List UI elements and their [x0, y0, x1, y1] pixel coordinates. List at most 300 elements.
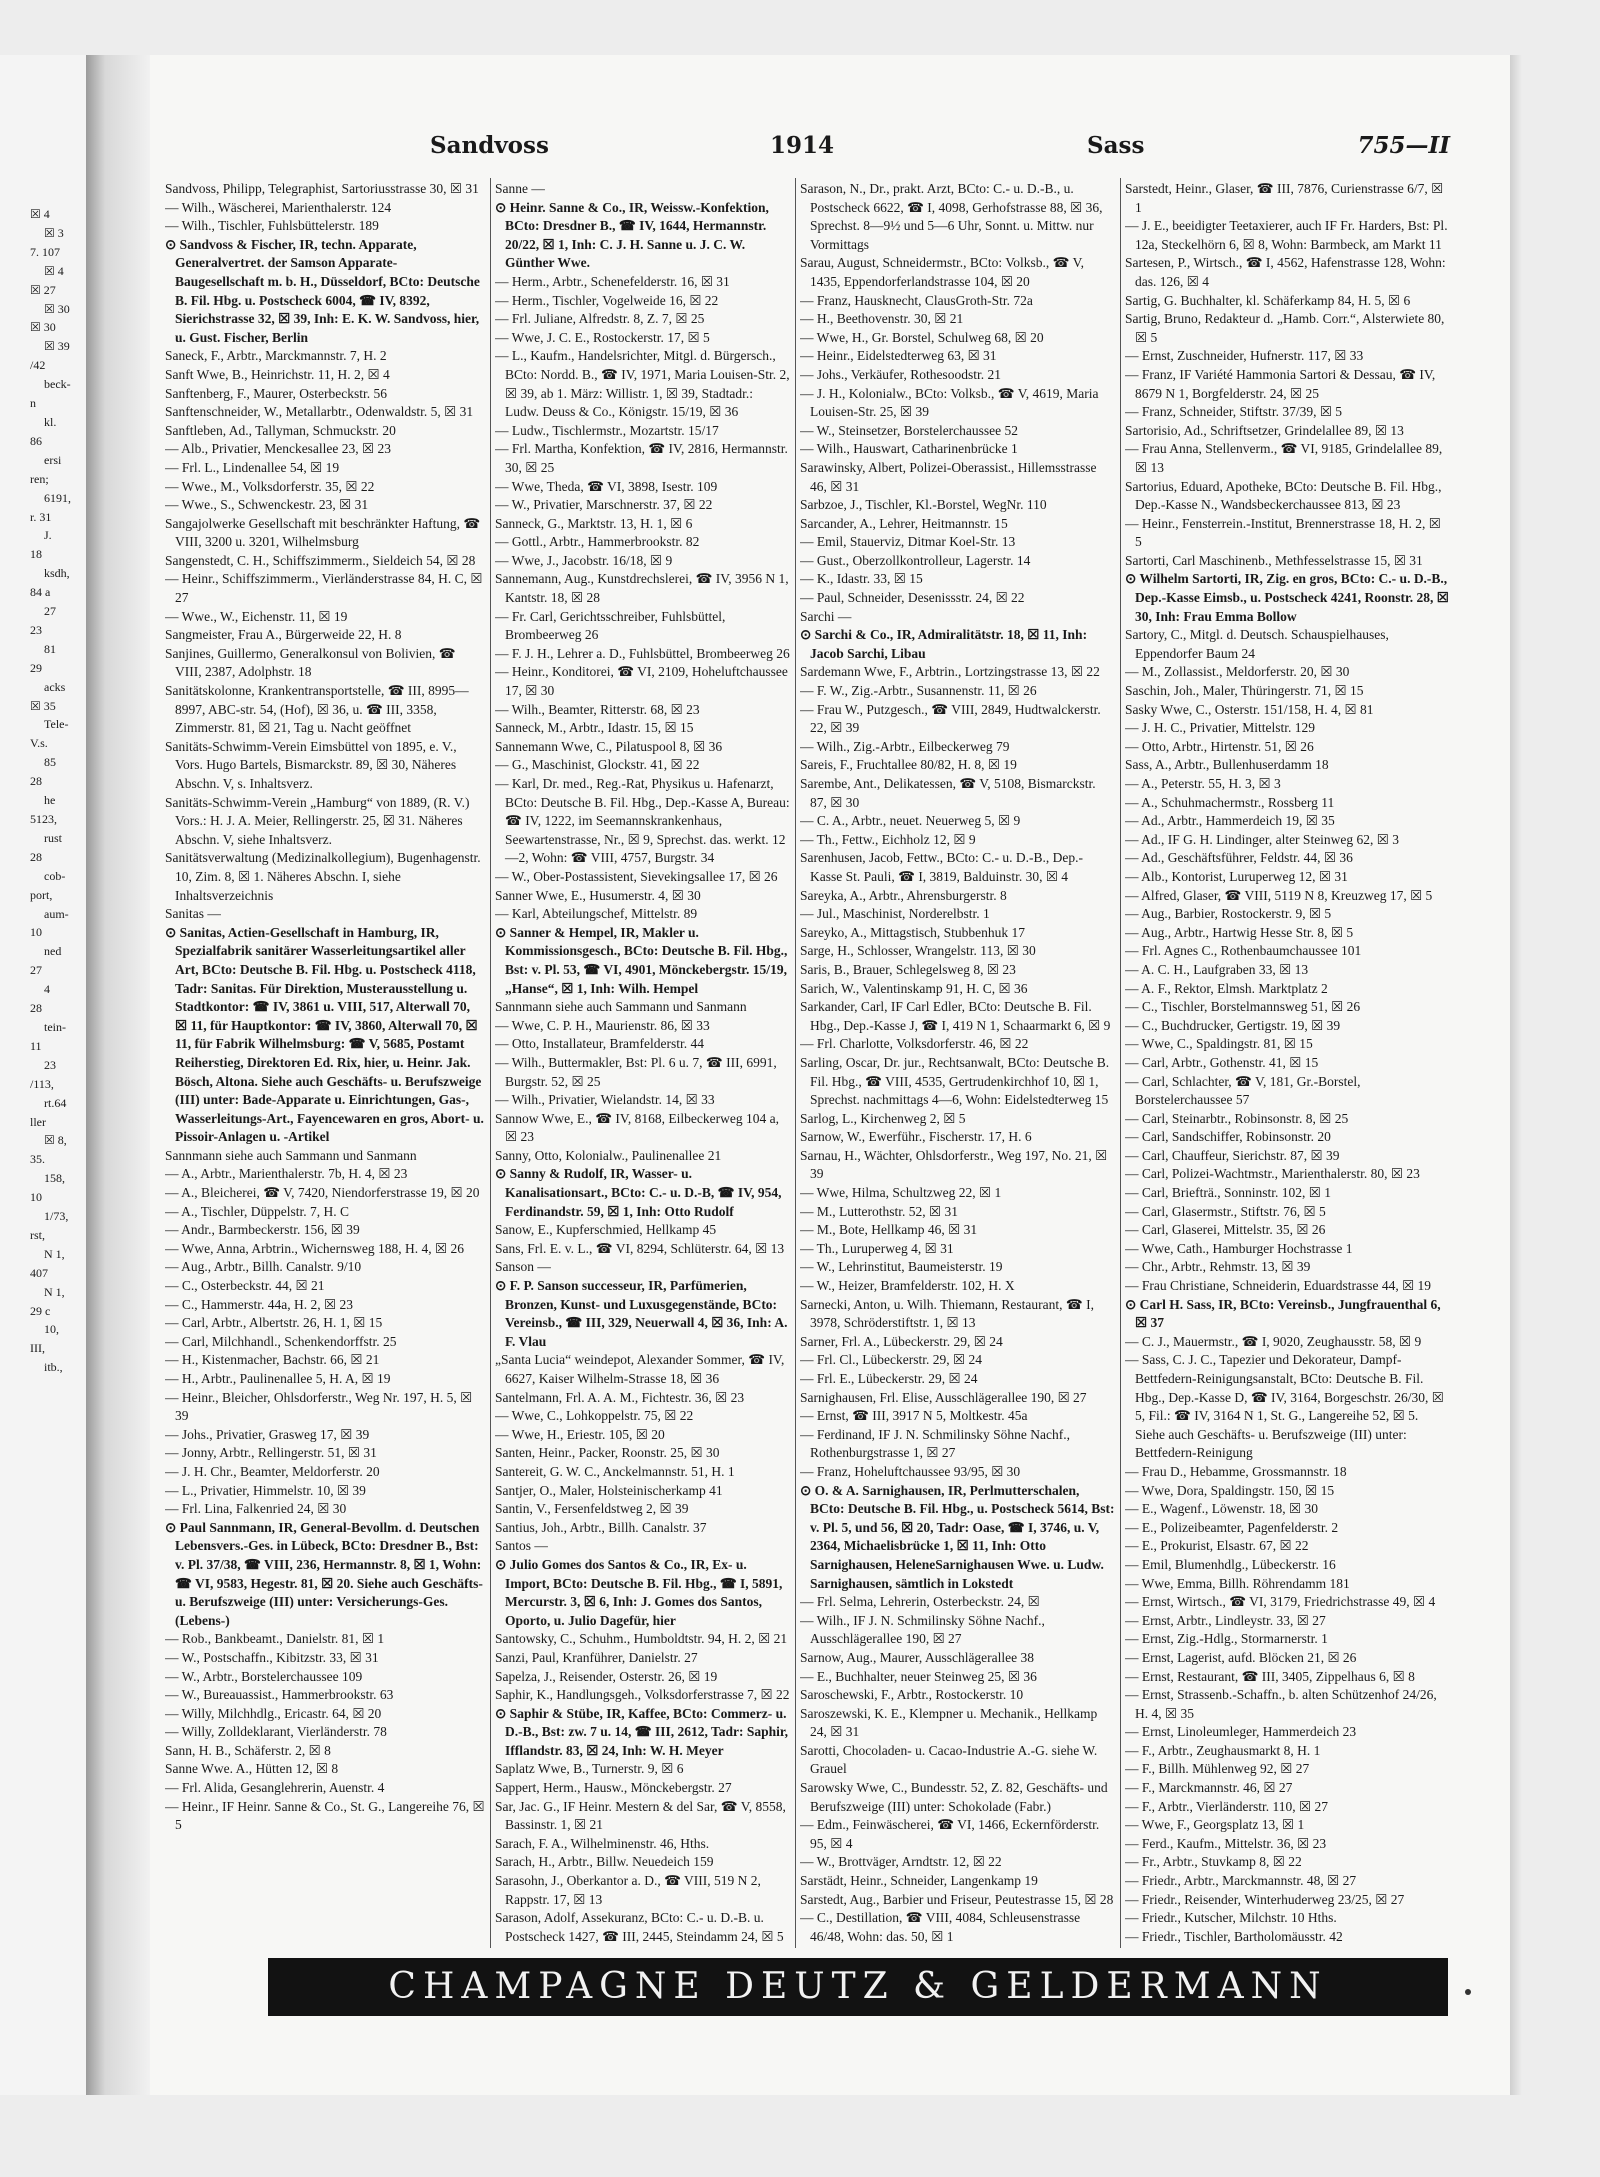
directory-entry: — F., Arbtr., Zeughausmarkt 8, H. 1 — [1125, 1742, 1321, 1758]
margin-fragment: ned — [44, 944, 62, 959]
directory-entry: — Th., Luruperweg 4, ☒ 31 — [800, 1240, 954, 1256]
directory-entry: — M., Bote, Hellkamp 46, ☒ 31 — [800, 1222, 978, 1238]
directory-entry: — Frl. Martha, Konfektion, ☎ IV, 2816, Hermannstr. 30, ☒ 25 — [495, 441, 788, 475]
directory-entry: — Frl. L., Lindenallee 54, ☒ 19 — [165, 459, 340, 475]
directory-entry: — Alb., Kontorist, Luruperweg 12, ☒ 31 — [1125, 868, 1348, 884]
directory-entry: — Ad., IF G. H. Lindinger, alter Steinweg 62, ☒ 3 — [1125, 831, 1400, 847]
margin-fragment: Tele- — [44, 717, 69, 732]
directory-entry: — Heinr., Schiffszimmerm., Vierländerstrasse 84, H. C, ☒ 27 — [165, 571, 483, 606]
directory-entry: — Frl. Agnes C., Rothenbaumchaussee 101 — [1125, 943, 1362, 959]
margin-fragment: ☒ 3 — [44, 225, 64, 240]
directory-entry: — Carl, Arbtr., Gothenstr. 41, ☒ 15 — [1125, 1054, 1319, 1070]
directory-entry: Sarembe, Ant., Delikatessen, ☎ V, 5108, Bismarckstr. 87, ☒ 30 — [800, 776, 1096, 810]
margin-fragment: 7. 107 — [30, 244, 60, 259]
directory-entry: Sareyka, A., Arbtr., Ahrensburgerstr. 8 — [800, 887, 1007, 903]
directory-entry: Sanneck, M., Arbtr., Idastr. 15, ☒ 15 — [495, 720, 694, 736]
directory-entry: Santjer, O., Maler, Holsteinischerkamp 41 — [495, 1482, 723, 1498]
directory-entry: — Frau W., Putzgesch., ☎ VIII, 2849, Hudtwalckerstr. 22, ☒ 39 — [800, 701, 1101, 736]
margin-fragment: n — [30, 396, 36, 411]
margin-fragment: tein- — [44, 1019, 66, 1034]
margin-fragment: ☒ 4 — [30, 207, 50, 221]
directory-entry: — A., Schuhmachermstr., Rossberg 11 — [1125, 794, 1335, 810]
directory-entry: — Wilh., Zig.-Arbtr., Eilbeckerweg 79 — [800, 738, 1010, 754]
directory-entry: Sannmann siehe auch Sammann und Sanmann — [495, 999, 747, 1015]
margin-fragment: 407 — [30, 1265, 48, 1280]
directory-entry: — Wwe, Anna, Arbtrin., Wichernsweg 188, H. 4, ☒ 26 — [165, 1240, 465, 1256]
directory-entry: Sarowsky Wwe, C., Bundesstr. 52, Z. 82, Geschäfts- und Berufszweige (III) unter: Schokolade (Fabr.) — [800, 1780, 1108, 1814]
directory-entry: — Wilh., Buttermakler, Bst: Pl. 6 u. 7, ☎ III, 6991, Burgstr. 52, ☒ 25 — [495, 1054, 777, 1089]
directory-column-2 — [495, 180, 790, 1945]
directory-entry: — E., Prokurist, Elsastr. 67, ☒ 22 — [1125, 1538, 1309, 1554]
directory-entry: — Wilh., IF J. N. Schmilinsky Söhne Nachf., Ausschlägerallee 190, ☒ 27 — [800, 1612, 1045, 1647]
directory-entry: Sarstedt, Aug., Barbier und Friseur, Peutestrasse 15, ☒ 28 — [800, 1891, 1114, 1907]
directory-entry: Saschin, Joh., Maler, Thüringerstr. 71, ☒ 15 — [1125, 683, 1364, 699]
directory-entry: Sarasohn, J., Oberkantor a. D., ☎ VIII, 519 N 2, Rappstr. 17, ☒ 13 — [495, 1873, 761, 1907]
directory-entry: Sarach, F. A., Wilhelminenstr. 46, Hths. — [495, 1835, 710, 1851]
previous-page-edge — [0, 55, 87, 2095]
directory-entry: Sandvoss, Philipp, Telegraphist, Sartoriusstrasse 30, ☒ 31 — [165, 181, 479, 196]
directory-entry: Sartesen, P., Wirtsch., ☎ I, 4562, Hafenstrasse 128, Wohn: das. 126, ☒ 4 — [1125, 255, 1446, 289]
directory-entry: — J. H. Chr., Beamter, Meldorferstr. 20 — [165, 1463, 380, 1479]
directory-entry: — Fr. Carl, Gerichtsschreiber, Fuhlsbüttel, Brombeerweg 26 — [495, 608, 726, 643]
directory-entry: — Wwe, F., Georgsplatz 13, ☒ 1 — [1125, 1817, 1305, 1833]
directory-entry: Sannemann Wwe, C., Pilatuspool 8, ☒ 36 — [495, 738, 723, 754]
directory-column-3 — [800, 180, 1115, 1945]
directory-entry: Santin, V., Fersenfeldstweg 2, ☒ 39 — [495, 1501, 689, 1517]
directory-entry: — Wwe, J., Jacobstr. 16/18, ☒ 9 — [495, 552, 673, 568]
directory-entry: — Jonny, Arbtr., Rellingerstr. 51, ☒ 31 — [165, 1445, 377, 1461]
directory-entry: — W., Ober-Postassistent, Sievekingsallee 17, ☒ 26 — [495, 868, 778, 884]
directory-entry: — Gust., Oberzollkontrolleur, Lagerstr. 14 — [800, 552, 1031, 568]
directory-entry: Sanftleben, Ad., Tallyman, Schmuckstr. 20 — [165, 422, 396, 438]
directory-entry: — Ad., Geschäftsführer, Feldstr. 44, ☒ 36 — [1125, 850, 1353, 866]
directory-entry: — C., Osterbeckstr. 44, ☒ 21 — [165, 1278, 325, 1294]
directory-entry: — Frl. Juliane, Alfredstr. 8, Z. 7, ☒ 25 — [495, 311, 705, 327]
directory-entry: Sanne — — [495, 181, 545, 196]
directory-entry: — Carl, Steinarbtr., Robinsonstr. 8, ☒ 25 — [1125, 1110, 1349, 1126]
directory-entry: — Th., Fettw., Eichholz 12, ☒ 9 — [800, 831, 976, 847]
margin-fragment: acks — [44, 679, 66, 694]
directory-entry: — Franz, IF Variété Hammonia Sartori & Dessau, ☎ IV, 8679 N 1, Borgfelderstr. 24, ☒ 25 — [1125, 366, 1436, 401]
directory-entry: — Emil, Blumenhdlg., Lübeckerstr. 16 — [1125, 1556, 1336, 1572]
directory-entry: Sannow Wwe, E., ☎ IV, 8168, Eilbeckerweg 104 a, ☒ 23 — [495, 1110, 780, 1145]
directory-entry: Sanneck, G., Marktstr. 13, H. 1, ☒ 6 — [495, 515, 693, 531]
margin-fragment: V.s. — [30, 736, 48, 751]
margin-fragment: 35. — [30, 1152, 45, 1167]
directory-entry: — Sass, C. J. C., Tapezier und Dekorateur, Dampf-Bettfedern-Reinigungsanstalt, BCto: Deutsche B. Fil. Hbg., Dep.-Kasse D, ☎ IV, 3164, Borgeschstr. 26/30, ☒ 5, Fil.: ☎ IV, 3164 N 1, St. G., Langereihe 52, ☒ 5. Siehe auch Geschäfts- u. Berufszweige (III) unter: Bettfedern-Reinigung — [1125, 1352, 1444, 1461]
margin-fragment: 23 — [44, 1057, 56, 1072]
directory-entry: — Carl, Arbtr., Albertstr. 26, H. 1, ☒ 15 — [165, 1315, 383, 1331]
directory-entry: Sarnow, W., Ewerführ., Fischerstr. 17, H. 6 — [800, 1129, 1032, 1145]
directory-entry: — W., Bureauassist., Hammerbrookstr. 63 — [165, 1687, 394, 1703]
margin-fragment: ersi — [44, 452, 62, 467]
margin-fragment: 4 — [44, 982, 50, 997]
directory-entry: — Heinr., Konditorei, ☎ VI, 2109, Hoheluftchaussee 17, ☒ 30 — [495, 664, 788, 699]
directory-entry: Sarstädt, Heinr., Schneider, Langenkamp 19 — [800, 1873, 1038, 1889]
header-page-number: 755—II — [1357, 132, 1450, 159]
directory-entry: — Karl, Abteilungschef, Mittelstr. 89 — [495, 906, 698, 922]
margin-fragment: ☒ 8, — [44, 1133, 67, 1148]
margin-fragment: 23 — [30, 622, 42, 637]
directory-entry: Sarbzoe, J., Tischler, Kl.-Borstel, WegNr. 110 — [800, 497, 1047, 513]
margin-fragment: 85 — [44, 755, 56, 770]
directory-entry: — C., Destillation, ☎ VIII, 4084, Schleusenstrasse 46/48, Wohn: das. 50, ☒ 1 — [800, 1910, 1081, 1944]
directory-entry: — W., Lehrinstitut, Baumeisterstr. 19 — [800, 1259, 1003, 1275]
directory-entry: Sarnighausen, Frl. Elise, Ausschlägerallee 190, ☒ 27 — [800, 1389, 1087, 1405]
directory-entry: — Heinr., Fensterrein.-Institut, Brennerstrasse 18, H. 2, ☒ 5 — [1125, 515, 1441, 550]
margin-fragment: ☒ 27 — [30, 282, 56, 297]
margin-fragment: he — [44, 793, 56, 808]
directory-entry: — L., Privatier, Himmelstr. 10, ☒ 39 — [165, 1482, 366, 1498]
directory-entry: — Wwe., M., Volksdorferstr. 35, ☒ 22 — [165, 478, 375, 494]
margin-fragment: beck- — [44, 377, 71, 392]
directory-entry: — Wwe, C. P. H., Maurienstr. 86, ☒ 33 — [495, 1017, 710, 1033]
directory-entry: — Ferdinand, IF J. N. Schmilinsky Söhne Nachf., Rothenburgstrasse 1, ☒ 27 — [800, 1426, 1070, 1461]
directory-entry: — H., Kistenmacher, Bachstr. 66, ☒ 21 — [165, 1352, 380, 1368]
directory-entry: Sanitätsverwaltung (Medizinalkollegium), Bugenhagenstr. 10, Zim. 8, ☒ 1. Näheres Abschn. I, siehe Inhaltsverzeichnis — [165, 850, 481, 903]
margin-fragment: ren; — [30, 471, 49, 486]
margin-fragment: rust — [44, 830, 62, 845]
directory-entry: ⊙ Wilhelm Sartorti, IR, Zig. en gros, BCto: C.- u. D.-B., Dep.-Kasse Eimsb., u. Postscheck 4241, Roonstr. 28, ☒ 30, Inh: Frau Emma Bollow — [1125, 571, 1449, 624]
directory-entry: — Friedr., Tischler, Bartholomäusstr. 42 — [1125, 1928, 1343, 1944]
directory-entry: — H., Arbtr., Paulinenallee 5, H. A, ☒ 19 — [165, 1371, 391, 1386]
directory-entry: — Carl, Glaserei, Mittelstr. 35, ☒ 26 — [1125, 1222, 1326, 1238]
directory-entry: Santius, Joh., Arbtr., Billh. Canalstr. 37 — [495, 1519, 707, 1535]
directory-entry: — Wwe, J. C. E., Rostockerstr. 17, ☒ 5 — [495, 329, 710, 345]
directory-entry: — Rob., Bankbeamt., Danielstr. 81, ☒ 1 — [165, 1631, 385, 1647]
directory-entry: Saplatz Wwe, B., Turnerstr. 9, ☒ 6 — [495, 1761, 684, 1777]
directory-entry: — Johs., Verkäufer, Rothesoodstr. 21 — [800, 366, 1001, 382]
directory-entry: — Alfred, Glaser, ☎ VIII, 5119 N 8, Kreuzweg 17, ☒ 5 — [1125, 887, 1433, 903]
directory-entry: — W., Heizer, Bramfelderstr. 102, H. X — [800, 1278, 1015, 1294]
directory-entry: — Carl, Milchhandl., Schenkendorffstr. 25 — [165, 1333, 397, 1349]
margin-fragment: port, — [30, 887, 53, 902]
directory-entry: Sartorisio, Ad., Schriftsetzer, Grindelallee 89, ☒ 13 — [1125, 422, 1404, 438]
directory-entry: — W., Privatier, Marschnerstr. 37, ☒ 22 — [495, 497, 713, 513]
directory-entry: Sarnow, Aug., Maurer, Ausschlägerallee 38 — [800, 1649, 1035, 1665]
directory-entry: Sanitas — — [165, 906, 221, 922]
directory-entry: — W., Steinsetzer, Borstelerchaussee 52 — [800, 422, 1019, 438]
directory-entry: Sardemann Wwe, F., Arbtrin., Lortzingstrasse 13, ☒ 22 — [800, 664, 1100, 680]
directory-entry: Sangenstedt, C. H., Schiffszimmerm., Sieldeich 54, ☒ 28 — [165, 552, 476, 568]
directory-entry: — Andr., Barmbeckerstr. 156, ☒ 39 — [165, 1222, 360, 1238]
margin-fragment: 5123, — [30, 812, 57, 826]
directory-entry: — Carl, Chauffeur, Sierichstr. 87, ☒ 39 — [1125, 1147, 1340, 1163]
directory-entry: — Wilh., Beamter, Ritterstr. 68, ☒ 23 — [495, 701, 700, 717]
directory-entry: — Edm., Feinwäscherei, ☎ VI, 1466, Eckernförderstr. 95, ☒ 4 — [800, 1817, 1100, 1851]
column-rule — [1120, 178, 1121, 1948]
directory-entry: — Franz, Hausknecht, ClausGroth-Str. 72a — [800, 292, 1033, 308]
margin-fragment: 28 — [30, 1001, 42, 1016]
margin-fragment: /42 — [30, 358, 46, 373]
directory-entry: — Otto, Installateur, Bramfelderstr. 44 — [495, 1036, 705, 1052]
directory-entry: ⊙ Sanitas, Actien-Gesellschaft in Hamburg, IR, Spezialfabrik sanitärer Wasserleitungsartikel aller Art, BCto: Deutsche B. Fil. Hbg. u. Postscheck 4118, Tadr: Sanitas. Für Direktion, Musterausstellung u. Stadtkontor: ☎ IV, 3861 u. VIII, 517, Alterwall 70, ☒ 11, für Hauptkontor: ☎ IV, 3860, Alterwall 70, ☒ 11, für Fabrik Wilhelmsburg: ☎ V, 5685, Postamt Reiherstieg, Direktoren Ed. Rix, hier, u. Heinr. Jak. Bösch, Altona. Siehe auch Geschäfts- u. Berufszweige (III) unter: Bade-Apparate u. Einrichtungen, Gas-, Wasserleitungs-Art., Fayencewaren en gros, Abort- u. Pissoir-Anlagen u. -Artikel — [165, 924, 484, 1145]
directory-entry: — Willy, Zolldeklarant, Vierländerstr. 78 — [165, 1724, 387, 1740]
directory-entry: — Gottl., Arbtr., Hammerbrookstr. 82 — [495, 534, 700, 550]
directory-entry: Sanne Wwe. A., Hütten 12, ☒ 8 — [165, 1761, 339, 1777]
margin-fragment: 6191, — [44, 490, 71, 505]
header-right-word: Sass — [1087, 132, 1145, 159]
margin-fragment: 10, — [44, 1322, 59, 1337]
directory-entry: — Otto, Arbtr., Hirtenstr. 51, ☒ 26 — [1125, 738, 1314, 754]
directory-entry: ⊙ Sarchi & Co., IR, Admiralitätstr. 18, ☒ 11, Inh: Jacob Sarchi, Libau — [800, 627, 1088, 661]
margin-fragment: itb., — [44, 1360, 63, 1375]
directory-entry: — H., Beethovenstr. 30, ☒ 21 — [800, 311, 964, 327]
page-header — [260, 132, 1450, 168]
directory-entry: — Aug., Arbtr., Billh. Canalstr. 9/10 — [165, 1259, 362, 1275]
directory-entry: — F., Marckmannstr. 46, ☒ 27 — [1125, 1780, 1293, 1796]
directory-entry: Sarnau, H., Wächter, Ohlsdorferstr., Weg 197, No. 21, ☒ 39 — [800, 1147, 1108, 1182]
margin-fragment: 29 c — [30, 1303, 51, 1318]
directory-entry: — Frau D., Hebamme, Grossmannstr. 18 — [1125, 1463, 1347, 1479]
directory-entry: — Wilh., Hauswart, Catharinenbrücke 1 — [800, 441, 1018, 457]
directory-entry: — Wwe., S., Schwenckestr. 23, ☒ 31 — [165, 497, 369, 513]
directory-entry: — Ad., Arbtr., Hammerdeich 19, ☒ 35 — [1125, 813, 1335, 829]
directory-entry: — Carl, Glasermstr., Stiftstr. 76, ☒ 5 — [1125, 1203, 1326, 1219]
directory-entry: Sartorius, Eduard, Apotheke, BCto: Deutsche B. Fil. Hbg., Dep.-Kasse N., Wandsbeckerchaussee 813, ☒ 23 — [1125, 478, 1442, 513]
directory-entry: — Wwe, Cath., Hamburger Hochstrasse 1 — [1125, 1240, 1353, 1256]
margin-fragment: ☒ 39 — [44, 339, 70, 354]
directory-entry: ⊙ Sanner & Hempel, IR, Makler u. Kommissionsgesch., BCto: Deutsche B. Fil. Hbg., Bst: v. Pl. 53, ☎ VI, 4901, Mönckebergstr. 15/19, „Hanse“, ☒ 1, Inh: Wilh. Hempel — [495, 924, 788, 996]
directory-entry: Saris, B., Brauer, Schlegelsweg 8, ☒ 23 — [800, 961, 1016, 977]
directory-entry: — Karl, Dr. med., Reg.-Rat, Physikus u. Hafenarzt, BCto: Deutsche B. Fil. Hbg., Dep.-Kasse A, Bureau: ☎ IV, 1222, im Seemannskrankenhaus, Seewartenstrasse, Nr., ☒ 9, Sprechst. das. werkt. 12—2, Wohn: ☎ VIII, 4757, Burgstr. 34 — [495, 776, 790, 866]
directory-entry: — Friedr., Kutscher, Milchstr. 10 Hths. — [1125, 1910, 1337, 1926]
directory-entry: — Wwe, Hilma, Schultzweg 22, ☒ 1 — [800, 1185, 1002, 1201]
directory-entry: Sarawinsky, Albert, Polizei-Oberassist., Hillemsstrasse 46, ☒ 31 — [800, 459, 1097, 494]
margin-fragment: rt.64 — [44, 1095, 67, 1110]
directory-entry: — Frl. Lina, Falkenried 24, ☒ 30 — [165, 1501, 347, 1517]
directory-entry: — W., Postschaffn., Kibitzstr. 33, ☒ 31 — [165, 1649, 379, 1665]
directory-entry: Sanny, Otto, Kolonialw., Paulinenallee 21 — [495, 1147, 722, 1163]
margin-fragment: III, — [30, 1341, 45, 1356]
directory-entry: Sar, Jac. G., IF Heinr. Mestern & del Sar, ☎ V, 8558, Bassinstr. 1, ☒ 21 — [495, 1798, 786, 1833]
directory-entry: Sanftenschneider, W., Metallarbtr., Odenwaldstr. 5, ☒ 31 — [165, 404, 474, 420]
directory-entry: Santos — — [495, 1538, 548, 1554]
directory-entry: — Frl. E., Lübeckerstr. 29, ☒ 24 — [800, 1371, 978, 1386]
margin-fragment: ☒ 30 — [30, 320, 56, 335]
directory-entry: Sangmeister, Frau A., Bürgerweide 22, H. 8 — [165, 627, 402, 643]
directory-entry: Santereit, G. W. C., Anckelmannstr. 51, H. 1 — [495, 1463, 735, 1479]
directory-entry: ⊙ Paul Sannmann, IR, General-Bevollm. d. Deutschen Lebensvers.-Ges. in Lübeck, BCto: Dresdner B., Bst: v. Pl. 37/38, ☎ VIII, 236, Hermannstr. 8, ☒ 1, Wohn: ☎ VI, 9583, Hegestr. 81, ☒ 20. Siehe auch Geschäfts- u. Berufszweige (III) unter: Versicherungs-Ges. (Lebens-) — [165, 1519, 483, 1628]
directory-entry: Sartig, Bruno, Redakteur d. „Hamb. Corr.“, Alsterwiete 80, ☒ 5 — [1125, 311, 1445, 345]
directory-entry: — Ernst, Zig.-Hdlg., Stormarnerstr. 1 — [1125, 1631, 1328, 1647]
margin-fragment: 29 — [30, 660, 42, 675]
margin-fragment: N 1, — [44, 1246, 65, 1261]
column-rule — [490, 178, 491, 1948]
margin-fragment: 158, — [44, 1171, 65, 1186]
directory-entry: — Wwe., W., Eichenstr. 11, ☒ 19 — [165, 608, 348, 624]
page-edge-shadow — [1510, 55, 1522, 2095]
directory-entry: — C. J., Mauermstr., ☎ I, 9020, Zeughausstr. 58, ☒ 9 — [1125, 1333, 1422, 1349]
directory-entry: Sarenhusen, Jacob, Fettw., BCto: C.- u. D.-B., Dep.-Kasse St. Pauli, ☎ I, 3819, Balduinstr. 30, ☒ 4 — [800, 850, 1083, 884]
directory-entry: — C., Hammerstr. 44a, H. 2, ☒ 23 — [165, 1296, 353, 1312]
directory-entry: — J. E., beeidigter Teetaxierer, auch IF Fr. Harders, Bst: Pl. 12a, Steckelhörn 6, ☒ 8, Wohn: Barmbeck, am Markt 11 — [1125, 218, 1448, 252]
directory-entry: — Aug., Barbier, Rostockerstr. 9, ☒ 5 — [1125, 906, 1332, 922]
directory-entry: — Frau Anna, Stellenverm., ☎ VI, 9185, Grindelallee 89, ☒ 13 — [1125, 441, 1443, 475]
directory-entry: — A., Arbtr., Marienthalerstr. 7b, H. 4, ☒ 23 — [165, 1166, 408, 1182]
directory-entry: Sarason, Adolf, Assekuranz, BCto: C.- u. D.-B. u. Postscheck 1427, ☎ III, 2445, Steindamm 24, ☒ 5 — [495, 1910, 784, 1944]
directory-entry: — M., Zollassist., Meldorferstr. 20, ☒ 30 — [1125, 664, 1350, 680]
directory-entry: — Wwe, Theda, ☎ VI, 3898, Isestr. 109 — [495, 478, 718, 494]
margin-fragment: /113, — [30, 1076, 54, 1091]
directory-entry: Sarkander, Carl, IF Carl Edler, BCto: Deutsche B. Fil. Hbg., Dep.-Kasse J, ☎ I, 419 N 1, Schaarmarkt 6, ☒ 9 — [800, 999, 1111, 1033]
directory-entry: Sarotti, Chocoladen- u. Cacao-Industrie A.-G. siehe W. Grauel — [800, 1742, 1098, 1777]
directory-entry: — Wilh., Privatier, Wielandstr. 14, ☒ 33 — [495, 1092, 715, 1108]
directory-entry: Sapelza, J., Reisender, Osterstr. 26, ☒ 19 — [495, 1668, 718, 1684]
directory-entry: Sarstedt, Heinr., Glaser, ☎ III, 7876, Curienstrasse 6/7, ☒ 1 — [1125, 181, 1444, 215]
margin-fragment: 1/73, — [44, 1209, 69, 1224]
directory-entry: ⊙ O. & A. Sarnighausen, IR, Perlmutterschalen, BCto: Deutsche B. Fil. Hbg., u. Postscheck 5614, Bst: v. Pl. 5, und 56, ☒ 20, Tadr: Oase, ☎ I, 3746, u. V, 2364, Michaelisbrücke 1, ☒ 11, Inh: Otto Sarnighausen, HeleneSarnighausen Wwe. u. Ludw. Sarnighausen, sämtlich in Lokstedt — [800, 1482, 1115, 1591]
margin-fragment: 27 — [44, 604, 56, 619]
directory-entry: — Frau Christiane, Schneiderin, Eduardstrasse 44, ☒ 19 — [1125, 1278, 1432, 1294]
directory-entry: — L., Kaufm., Handelsrichter, Mitgl. d. Bürgersch., BCto: Nordd. B., ☎ IV, 1971, Maria Louisen-Str. 2, ☒ 39, ab 1. März: Willistr. 1, ☒ 39, Stadtadr.: Ludw. Deuss & Co., Königstr. 15/19, ☒ 36 — [495, 348, 790, 420]
directory-entry: — Ferd., Kaufm., Mittelstr. 36, ☒ 23 — [1125, 1835, 1327, 1851]
directory-entry: — Ernst, Lagerist, aufd. Blöcken 21, ☒ 26 — [1125, 1649, 1357, 1665]
directory-entry: — Wwe, H., Gr. Borstel, Schulweg 68, ☒ 20 — [800, 329, 1044, 345]
directory-entry: Santen, Heinr., Packer, Roonstr. 25, ☒ 30 — [495, 1445, 720, 1461]
directory-entry: Sanitäts-Schwimm-Verein „Hamburg“ von 1889, (R. V.) Vors.: H. J. A. Meier, Rellingerstr. 25, ☒ 31. Näheres Abschn. V, siehe Inhaltsverz. — [165, 794, 470, 847]
column-rule — [795, 178, 796, 1948]
directory-entry: Sans, Frl. E. v. L., ☎ VI, 8294, Schlüterstr. 64, ☒ 13 — [495, 1240, 785, 1256]
directory-entry: Sanitätskolonne, Krankentransportstelle, ☎ III, 8995—8997, ABC-str. 54, (Hof), ☒ 36, u. ☎ III, 3358, Zimmerstr. 81, ☒ 21, Tag u. Nacht geöffnet — [165, 683, 469, 736]
directory-entry: — Fr., Arbtr., Stuvkamp 8, ☒ 22 — [1125, 1854, 1302, 1870]
margin-fragment: ☒ 4 — [44, 263, 64, 278]
directory-entry: ⊙ F. P. Sanson successeur, IR, Parfümerien, Bronzen, Kunst- und Luxusgegenstände, BCto: Vereinsb., ☎ III, 329, Neuerwall 4, ☒ 36, Inh: A. F. Vlau — [495, 1278, 788, 1349]
directory-entry: Sarau, August, Schneidermstr., BCto: Volksb., ☎ V, 1435, Eppendorferlandstrasse 104, ☒ 20 — [800, 255, 1084, 289]
directory-entry: Sarach, H., Arbtr., Billw. Neuedeich 159 — [495, 1854, 714, 1870]
directory-entry: — A., Tischler, Düppelstr. 7, H. C — [165, 1203, 349, 1219]
margin-fragment: aum- — [44, 906, 69, 921]
directory-entry: „Santa Lucia“ weindepot, Alexander Sommer, ☎ IV, 6627, Kaiser Wilhelm-Strasse 18, ☒ 36 — [495, 1352, 785, 1386]
directory-entry: Saroszewski, K. E., Klempner u. Mechanik., Hellkamp 24, ☒ 31 — [800, 1705, 1098, 1740]
directory-entry: Sarchi — — [800, 608, 852, 624]
directory-entry: ⊙ Carl H. Sass, IR, BCto: Vereinsb., Jungfrauenthal 6, ☒ 37 — [1125, 1296, 1441, 1331]
directory-entry: Sass, A., Arbtr., Bullenhuserdamm 18 — [1125, 757, 1329, 773]
margin-fragment: rst, — [30, 1227, 45, 1242]
directory-entry: Sarner, Frl. A., Lübeckerstr. 29, ☒ 24 — [800, 1333, 1003, 1349]
directory-entry: Sarich, W., Valentinskamp 91, H. C, ☒ 36 — [800, 980, 1028, 996]
directory-entry: — Paul, Schneider, Desenissstr. 24, ☒ 22 — [800, 590, 1025, 606]
directory-entry: Sarge, H., Schlosser, Wrangelstr. 113, ☒ 30 — [800, 943, 1036, 959]
directory-entry: Sarling, Oscar, Dr. jur., Rechtsanwalt, BCto: Deutsche B. Fil. Hbg., ☎ VIII, 4535, Gertrudenkirchhof 10, ☒ 1, Sprechst. nachmittags 4—6, Wohn: Eidelstedterweg 15 — [800, 1054, 1110, 1108]
directory-entry: — Johs., Privatier, Grasweg 17, ☒ 39 — [165, 1426, 370, 1442]
directory-entry: — Carl, Polizei-Wachtmstr., Marienthalerstr. 80, ☒ 23 — [1125, 1166, 1420, 1182]
directory-entry: Sarlog, L., Kirchenweg 2, ☒ 5 — [800, 1110, 966, 1126]
directory-entry: — Wwe, C., Spaldingstr. 81, ☒ 15 — [1125, 1036, 1313, 1052]
directory-entry: — A. F., Rektor, Elmsh. Marktplatz 2 — [1125, 980, 1328, 996]
directory-entry: Sanow, E., Kupferschmied, Hellkamp 45 — [495, 1222, 717, 1238]
directory-entry: — Wwe, Emma, Billh. Röhrendamm 181 — [1125, 1575, 1350, 1591]
directory-entry: Sartory, C., Mitgl. d. Deutsch. Schauspielhauses, Eppendorfer Baum 24 — [1125, 627, 1389, 661]
directory-entry: Saroschewski, F., Arbtr., Rostockerstr. 10 — [800, 1687, 1024, 1703]
margin-fragment: ☒ 35 — [30, 698, 56, 713]
directory-entry: — C. A., Arbtr., neuet. Neuerweg 5, ☒ 9 — [800, 813, 1021, 829]
directory-entry: — Ernst, Strassenb.-Schaffn., b. alten Schützenhof 24/26, H. 4, ☒ 35 — [1125, 1687, 1437, 1721]
directory-entry: — A., Bleicherei, ☎ V, 7420, Niendorferstrasse 19, ☒ 20 — [165, 1185, 480, 1201]
directory-entry: ⊙ Saphir & Stübe, IR, Kaffee, BCto: Commerz- u. D.-B., Bst: zw. 7 u. 14, ☎ III, 2612, Tadr: Saphir, Ifflandstr. 83, ☒ 24, Inh: W. H. Meyer — [495, 1705, 788, 1758]
directory-entry: — Willy, Milchhdlg., Ericastr. 64, ☒ 20 — [165, 1705, 382, 1721]
directory-entry: Sann, H. B., Schäferstr. 2, ☒ 8 — [165, 1742, 331, 1758]
directory-column-1 — [165, 180, 485, 1945]
directory-entry: Sanson — — [495, 1259, 551, 1275]
directory-entry: — Ernst, Arbtr., Lindleystr. 33, ☒ 27 — [1125, 1612, 1326, 1628]
directory-entry: — Franz, Hoheluftchaussee 93/95, ☒ 30 — [800, 1463, 1021, 1479]
directory-entry: — C., Buchdrucker, Gertigstr. 19, ☒ 39 — [1125, 1017, 1341, 1033]
directory-entry: — Frl. Alida, Gesanglehrerin, Auenstr. 4 — [165, 1780, 385, 1796]
margin-fragment: r. 31 — [30, 509, 52, 524]
directory-entry: — A., Peterstr. 55, H. 3, ☒ 3 — [1125, 776, 1281, 791]
directory-entry: — Ernst, Restaurant, ☎ III, 3405, Zippelhaus 6, ☒ 8 — [1125, 1668, 1415, 1684]
directory-entry: Sareis, F., Fruchtallee 80/82, H. 8, ☒ 19 — [800, 757, 1017, 773]
directory-entry: — Heinr., IF Heinr. Sanne & Co., St. G., Langereihe 76, ☒ 5 — [165, 1798, 485, 1833]
margin-fragment: 86 — [30, 433, 42, 448]
directory-entry: — M., Lutterothstr. 52, ☒ 31 — [800, 1203, 958, 1219]
directory-entry: ⊙ Sandvoss & Fischer, IR, techn. Apparate, Generalvertret. der Samson Apparate-Baugesellschaft m. b. H., Düsseldorf, BCto: Deutsche B. Fil. Hbg. u. Postscheck 6004, ☎ IV, 8392, Sierichstrasse 32, ☒ 39, Inh: E. K. W. Sandvoss, hier, u. Gust. Fischer, Berlin — [165, 236, 480, 345]
margin-fragment: 84 a — [30, 585, 51, 600]
book-gutter — [86, 55, 150, 2095]
header-left-word: Sandvoss — [430, 132, 549, 159]
directory-entry: — Jul., Maschinist, Norderelbstr. 1 — [800, 906, 990, 922]
directory-entry: ⊙ Heinr. Sanne & Co., IR, Weissw.-Konfektion, BCto: Dresdner B., ☎ IV, 1644, Hermannstr. 20/22, ☒ 1, Inh: C. J. H. Sanne u. J. C. W. Günther Wwe. — [495, 199, 769, 271]
directory-entry: — F., Billh. Mühlenweg 92, ☒ 27 — [1125, 1761, 1310, 1777]
directory-entry: — Frl. Charlotte, Volksdorferstr. 46, ☒ 22 — [800, 1036, 1029, 1052]
directory-entry: — Friedr., Arbtr., Marckmannstr. 48, ☒ 27 — [1125, 1873, 1357, 1889]
directory-entry: — Ludw., Tischlermstr., Mozartstr. 15/17 — [495, 422, 719, 438]
margin-fragment: ☒ 30 — [44, 301, 70, 316]
margin-fragment: ksdh, — [44, 566, 70, 581]
directory-entry: — Ernst, ☎ III, 3917 N 5, Moltkestr. 45a — [800, 1408, 1028, 1424]
margin-fragment: N 1, — [44, 1284, 65, 1299]
directory-entry: Sanner Wwe, E., Husumerstr. 4, ☒ 30 — [495, 887, 701, 903]
directory-entry: Sarason, N., Dr., prakt. Arzt, BCto: C.- u. D.-B., u. Postscheck 6622, ☎ I, 4098, Gerhofstrasse 88, ☒ 36, Sprechst. 8—9½ und 5—6 Uhr, Sonnt. u. Mittw. nur Vormittags — [800, 181, 1103, 252]
directory-entry: — F., Arbtr., Vierländerstr. 110, ☒ 27 — [1125, 1798, 1328, 1814]
directory-entry: — Ernst, Wirtsch., ☎ VI, 3179, Friedrichstrasse 49, ☒ 4 — [1125, 1594, 1436, 1610]
directory-entry: — E., Polizeibeamter, Pagenfelderstr. 2 — [1125, 1519, 1339, 1535]
directory-entry: — Wilh., Wäscherei, Marienthalerstr. 124 — [165, 199, 392, 215]
directory-entry: — Alb., Privatier, Menckesallee 23, ☒ 23 — [165, 441, 392, 457]
directory-entry: — Ernst, Linoleumleger, Hammerdeich 23 — [1125, 1724, 1357, 1740]
directory-entry: — C., Tischler, Borstelmannsweg 51, ☒ 26 — [1125, 999, 1361, 1015]
directory-entry: — Friedr., Reisender, Winterhuderweg 23/25, ☒ 27 — [1125, 1891, 1405, 1907]
margin-fragment: 28 — [30, 849, 42, 864]
directory-entry: Sarcander, A., Lehrer, Heitmannstr. 15 — [800, 515, 1008, 531]
directory-entry: ⊙ Sanny & Rudolf, IR, Wasser- u. Kanalisationsart., BCto: C.- u. D.-B, ☎ IV, 954, Ferdinandstr. 59, ☒ 1, Inh: Otto Rudolf — [495, 1166, 782, 1219]
directory-entry: Sareyko, A., Mittagstisch, Stubbenhuk 17 — [800, 924, 1025, 940]
directory-entry: Sanftenberg, F., Maurer, Osterbeckstr. 56 — [165, 385, 387, 401]
directory-column-4 — [1125, 180, 1450, 1945]
margin-fragment: J. — [44, 528, 52, 543]
margin-fragment: 81 — [44, 641, 56, 656]
directory-entry: Sartorti, Carl Maschinenb., Methfesselstrasse 15, ☒ 31 — [1125, 552, 1423, 568]
directory-entry: Sarnecki, Anton, u. Wilh. Thiemann, Restaurant, ☎ I, 3978, Schröderstiftstr. 1, ☒ 13 — [800, 1296, 1094, 1331]
directory-entry: — Emil, Stauerviz, Ditmar Koel-Str. 13 — [800, 534, 1016, 550]
margin-fragment: ller — [30, 1114, 46, 1129]
directory-entry: — Wwe, Dora, Spaldingstr. 150, ☒ 15 — [1125, 1482, 1335, 1498]
directory-entry: Sasky Wwe, C., Osterstr. 151/158, H. 4, ☒ 81 — [1125, 701, 1374, 717]
directory-entry: — Frl. Selma, Lehrerin, Osterbeckstr. 24, ☒ — [800, 1594, 1040, 1610]
directory-entry: — J. H. C., Privatier, Mittelstr. 129 — [1125, 720, 1315, 736]
margin-fragment: cob- — [44, 868, 66, 883]
directory-entry: — F. J. H., Lehrer a. D., Fuhlsbüttel, Brombeerweg 26 — [495, 645, 790, 661]
margin-fragment: 10 — [30, 925, 42, 940]
directory-entry: ⊙ Julio Gomes dos Santos & Co., IR, Ex- u. Import, BCto: Deutsche B. Fil. Hbg., ☎ I, 5891, Mercurstr. 3, ☒ 6, Inh: J. Gomes dos Santos, Oporto, u. Julio Dagefür, hier — [495, 1556, 783, 1628]
directory-entry: — J. H., Kolonialw., BCto: Volksb., ☎ V, 4619, Maria Louisen-Str. 25, ☒ 39 — [800, 385, 1099, 420]
directory-entry: Sartig, G. Buchhalter, kl. Schäferkamp 84, H. 5, ☒ 6 — [1125, 292, 1411, 308]
directory-entry: — E., Buchhalter, neuer Steinweg 25, ☒ 36 — [800, 1668, 1037, 1684]
margin-fragment: 27 — [30, 963, 42, 978]
margin-fragment: 18 — [30, 547, 42, 562]
directory-entry: Sannmann siehe auch Sammann und Sanmann — [165, 1147, 417, 1163]
